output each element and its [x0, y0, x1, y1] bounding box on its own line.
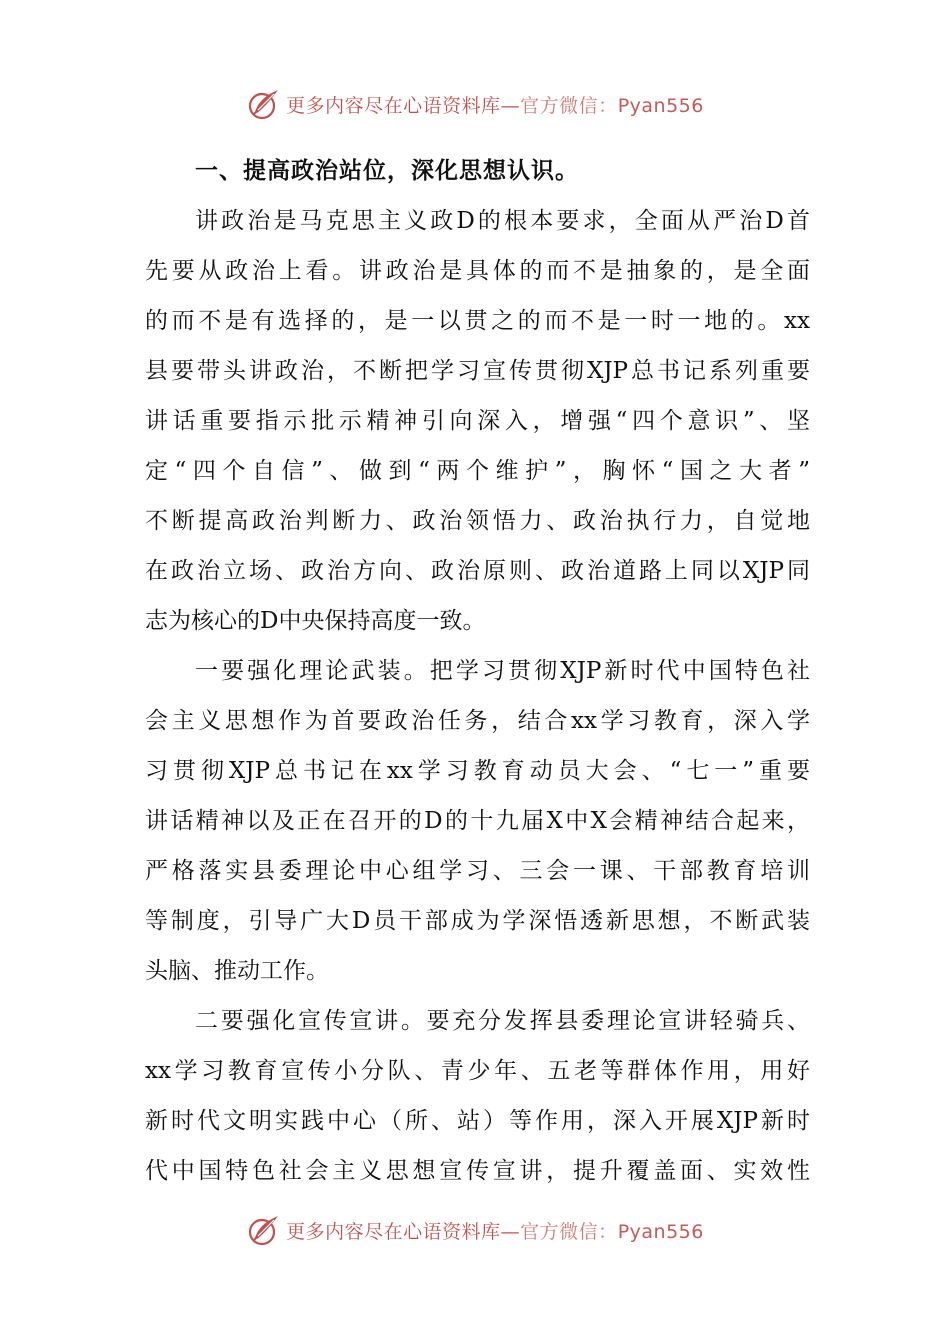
watermark-label: 官方微信：: [520, 94, 618, 117]
section-heading: 一、提高政治站位，深化思想认识。: [195, 158, 579, 184]
paragraph-1: [145, 196, 810, 646]
paragraph-line: 在政治立场、政治方向、政治原则、政治道路上同以XJP同: [145, 558, 810, 584]
paragraph-line: 一要强化理论武装。把学习贯彻XJP新时代中国特色社: [195, 658, 810, 684]
paragraph-line: 等制度，引导广大D员干部成为学深悟透新思想，不断武装: [145, 908, 810, 934]
watermark-dash: —: [500, 94, 521, 117]
paragraph-line: 讲话重要指示批示精神引向深入，增强“四个意识”、坚: [145, 408, 810, 434]
paragraph-line: 会主义思想作为首要政治任务，结合xx学习教育，深入学: [145, 708, 810, 734]
paragraph-line: 不断提高政治判断力、政治领悟力、政治执行力，自觉地: [145, 508, 810, 534]
watermark-title: 更多内容尽在心语资料库: [286, 1220, 501, 1243]
paragraph-line: 习贯彻XJP总书记在xx学习教育动员大会、“七一”重要: [145, 758, 810, 784]
paragraph-line: 先要从政治上看。讲政治是具体的而不是抽象的，是全面: [145, 258, 810, 284]
paragraph-line: 县要带头讲政治，不断把学习宣传贯彻XJP总书记系列重要: [145, 358, 810, 384]
paragraph-line: 新时代文明实践中心（所、站）等作用，深入开展XJP新时: [145, 1108, 810, 1134]
paragraph-line: 严格落实县委理论中心组学习、三会一课、干部教育培训: [145, 858, 810, 884]
watermark-wechat-id: Pyan556: [617, 94, 704, 117]
header-watermark: [0, 84, 950, 124]
quill-logo-icon: [246, 1212, 282, 1248]
paragraph-line: 讲政治是马克思主义政D的根本要求，全面从严治D首: [195, 208, 810, 234]
quill-logo-icon: [246, 86, 282, 122]
paragraph-line: 二要强化宣传宣讲。要充分发挥县委理论宣讲轻骑兵、: [195, 1008, 810, 1034]
paragraph-line: 头脑、推动工作。: [145, 958, 329, 984]
paragraph-line: xx学习教育宣传小分队、青少年、五老等群体作用，用好: [145, 1058, 810, 1084]
paragraph-line: 讲话精神以及正在召开的D的十九届X中X会精神结合起来，: [145, 808, 810, 834]
watermark-label: 官方微信：: [520, 1220, 618, 1243]
paragraph-line: 的而不是有选择的，是一以贯之的而不是一时一地的。xx: [145, 308, 810, 334]
paragraph-line: 代中国特色社会主义思想宣传宣讲，提升覆盖面、实效性: [145, 1158, 810, 1184]
paragraph-line: 定“四个自信”、做到“两个维护”，胸怀“国之大者”: [145, 458, 810, 484]
paragraph-3: [145, 996, 810, 1196]
watermark-dash: —: [500, 1220, 521, 1243]
watermark-title: 更多内容尽在心语资料库: [286, 94, 501, 117]
paragraph-2: [145, 646, 810, 996]
document-body: [145, 146, 810, 1196]
watermark-wechat-id: Pyan556: [617, 1220, 704, 1243]
footer-watermark: [0, 1210, 950, 1250]
paragraph-line: 志为核心的D中央保持高度一致。: [145, 608, 486, 634]
